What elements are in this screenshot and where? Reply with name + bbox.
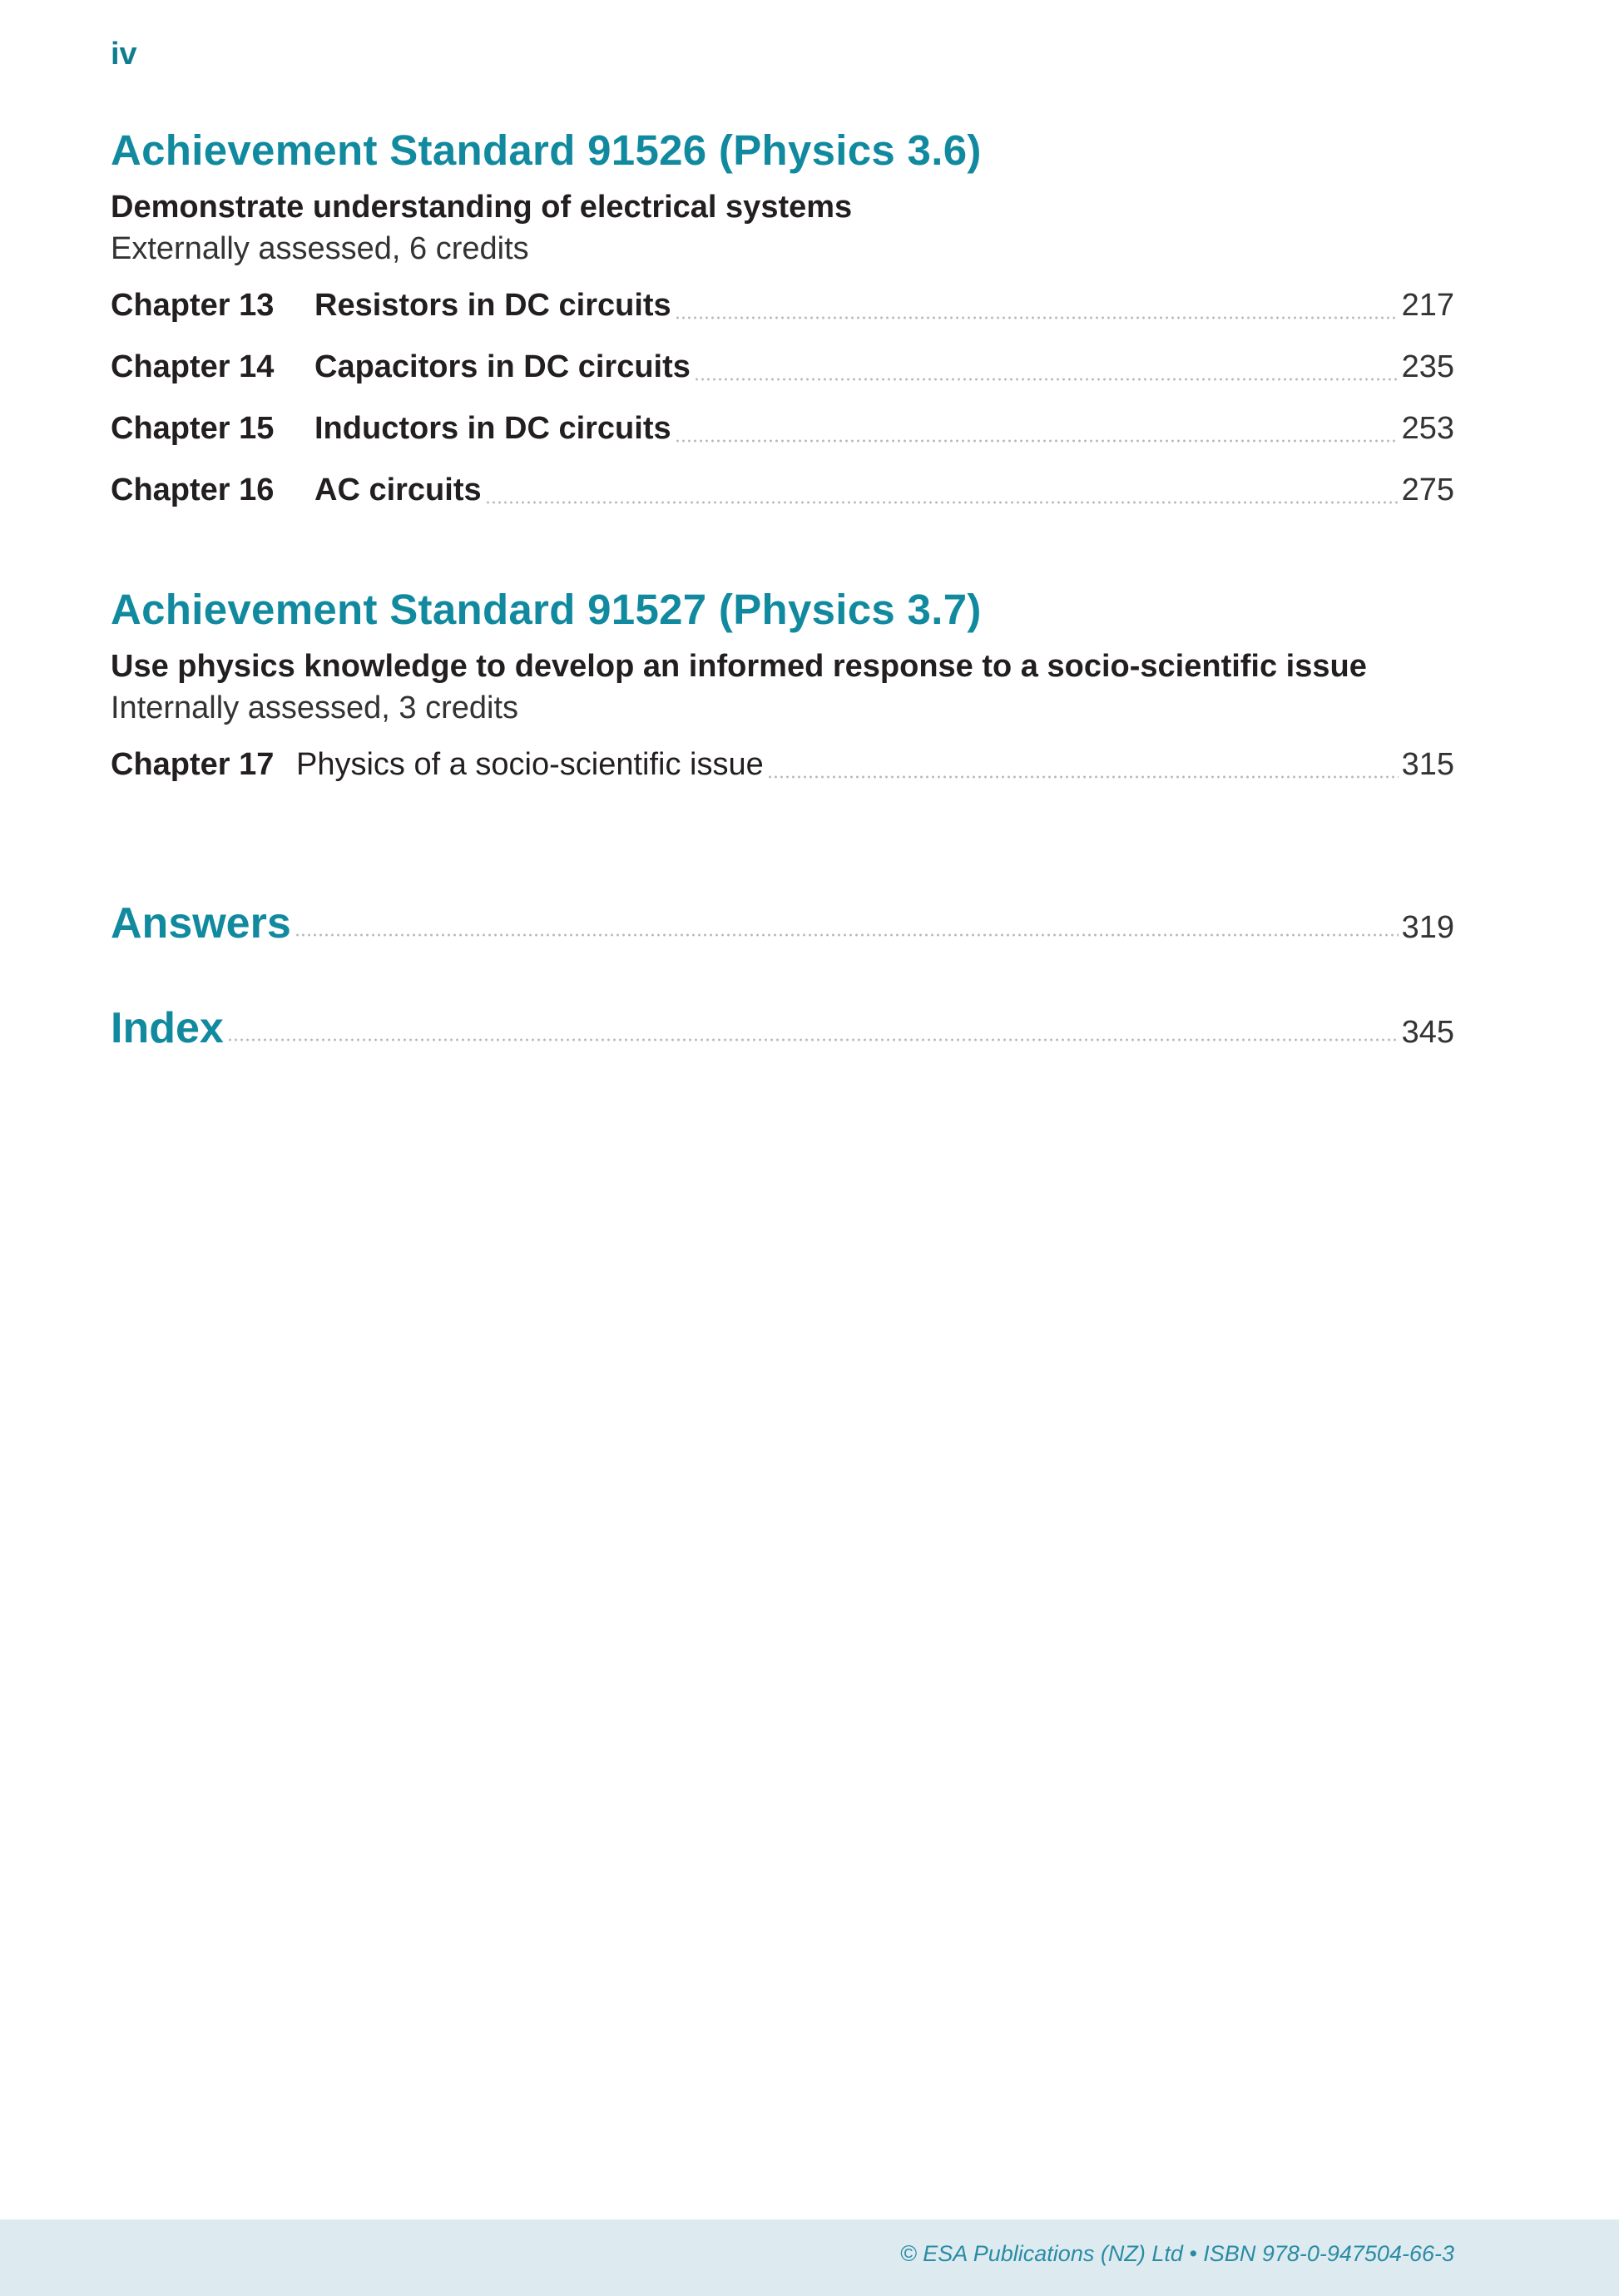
chapter-list xyxy=(111,275,1454,521)
chapter-label: Chapter 16 xyxy=(111,472,275,507)
index-title: Index xyxy=(111,1004,224,1052)
chapter-title: Physics of a socio-scientific issue xyxy=(296,746,764,782)
dot-leader xyxy=(694,378,1399,381)
page-ref: 217 xyxy=(1401,287,1454,323)
toc-entry-index[interactable] xyxy=(111,1003,1454,1053)
toc-entry-chapter-14[interactable] xyxy=(111,336,1454,398)
toc-entry-answers[interactable] xyxy=(111,898,1454,948)
page-ref: 253 xyxy=(1401,410,1454,446)
dot-leader xyxy=(485,501,1399,504)
page-ref: 315 xyxy=(1401,746,1454,782)
dot-leader xyxy=(767,775,1399,779)
standard-assessment: Internally assessed, 3 credits xyxy=(111,690,519,725)
chapter-label: Chapter 15 xyxy=(111,410,275,446)
toc-entry-chapter-16[interactable] xyxy=(111,459,1454,521)
standard-91527-section xyxy=(111,584,1454,795)
page-number: iv xyxy=(111,37,137,72)
dot-leader xyxy=(675,439,1399,443)
answers-title: Answers xyxy=(111,899,291,948)
standard-title: Achievement Standard 91526 (Physics 3.6) xyxy=(111,126,982,174)
chapter-list xyxy=(111,734,1454,795)
chapter-label: Chapter 17 xyxy=(111,746,275,782)
page-ref: 319 xyxy=(1401,910,1454,945)
standard-description: Demonstrate understanding of electrical systems xyxy=(111,190,853,225)
page-ref: 345 xyxy=(1401,1015,1454,1050)
dot-leader xyxy=(227,1038,1399,1042)
chapter-title: Resistors in DC circuits xyxy=(314,287,671,323)
standard-description: Use physics knowledge to develop an informed response to a socio-scientific issue xyxy=(111,649,1367,685)
page-footer xyxy=(0,2219,1619,2296)
dot-leader xyxy=(295,933,1399,937)
chapter-label: Chapter 14 xyxy=(111,349,275,384)
toc-entry-chapter-15[interactable] xyxy=(111,398,1454,459)
standard-title: Achievement Standard 91527 (Physics 3.7) xyxy=(111,586,982,633)
dot-leader xyxy=(675,316,1399,319)
copyright-isbn: © ESA Publications (NZ) Ltd • ISBN 978-0-947504-66-3 xyxy=(899,2241,1454,2266)
standard-91526-section xyxy=(111,125,1454,521)
chapter-label: Chapter 13 xyxy=(111,287,275,323)
chapter-title: AC circuits xyxy=(314,472,482,507)
page-ref: 275 xyxy=(1401,472,1454,507)
chapter-title: Capacitors in DC circuits xyxy=(314,349,691,384)
standard-assessment: Externally assessed, 6 credits xyxy=(111,230,529,266)
page-ref: 235 xyxy=(1401,349,1454,384)
toc-entry-chapter-13[interactable] xyxy=(111,275,1454,336)
toc-entry-chapter-17[interactable] xyxy=(111,734,1454,795)
chapter-title: Inductors in DC circuits xyxy=(314,410,671,446)
